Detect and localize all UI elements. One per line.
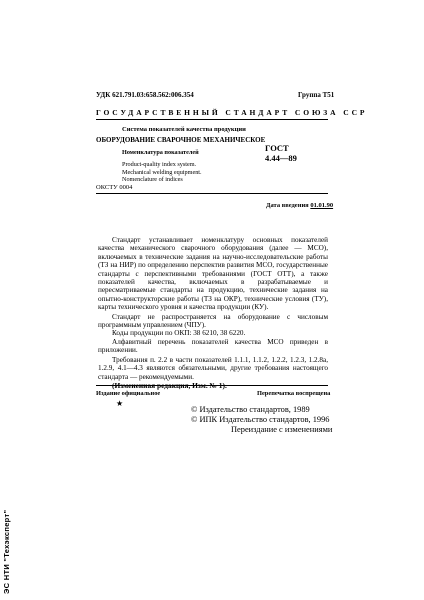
gost-label: ГОСТ [265, 143, 289, 153]
english-line: Mechanical welding equipment. [122, 168, 202, 176]
paragraph: Алфавитный перечень показателей качества МСО приведен в приложении. [98, 337, 328, 355]
copyright-1996: © ИПК Издательство стандартов, 1996 [191, 415, 330, 424]
effective-date-label: Дата введения [266, 202, 309, 209]
copyright-1989: © Издательство стандартов, 1989 [191, 405, 310, 414]
header-divider [96, 119, 328, 120]
state-standard-banner: ГОСУДАРСТВЕННЫЙ СТАНДАРТ СОЮЗА ССР [96, 108, 368, 117]
paragraph: Стандарт не распространяется на оборудование с числовым программным управлением (ЧПУ). [98, 312, 328, 330]
paragraph: Коды продукции по ОКП: 38 6210, 38 6220. [112, 329, 246, 338]
effective-date [266, 202, 333, 209]
star-icon: ★ [116, 399, 124, 408]
reissue-note: Переиздание с изменениями [231, 425, 333, 434]
paragraph: Требования п. 2.2 в части показателей 1.1.1, 1.1.2, 1.2.2, 1.2.3, 1.2.8а, 1.2.9, 4.1—4.3 являются обязательными, другие требования настоящего стандарта — рекомендуемыми. [98, 355, 328, 381]
udk-code: УДК 621.791.03:658.562:006.354 [96, 91, 194, 99]
title-divider [96, 193, 328, 194]
intro-text [98, 236, 328, 390]
gost-number: 4.44—89 [265, 153, 297, 163]
official-edition: Издание официальное [96, 390, 161, 397]
english-title [122, 161, 202, 184]
footer-divider [96, 385, 328, 386]
group-code: Группа Т51 [298, 91, 335, 99]
amendment-note: (Измененная редакция, Изм. № 1). [112, 380, 227, 390]
english-line: Nomenclature of indices [122, 176, 183, 183]
subtitle: Номенклатура показателей [122, 149, 199, 156]
system-line: Система показателей качества продукции [122, 126, 246, 133]
reprint-prohibited: Перепечатка воспрещена [257, 390, 331, 397]
okstu-code: ОКСТУ 0004 [96, 184, 133, 191]
english-line: Product-quality index system. [122, 161, 197, 168]
standard-title: ОБОРУДОВАНИЕ СВАРОЧНОЕ МЕХАНИЧЕСКОЕ [96, 136, 266, 144]
paragraph: Стандарт устанавливает номенклатуру основных показателей качества механического сварочного оборудования (далее — МСО), включаемых в технические задания на научно-исследовательские работы (ТЗ на НИР) по определению перспектив развития МСО, государственные стандарты с перспективными требованиями (ГОСТ ОТТ), а также показателей качества, включаемых в разрабатываемые и пересматриваемые стандарты на продукцию, технические задания на опытно-конструкторские работы (ТЗ на ОКР), технические условия (ТУ), карты технического уровня и качества продукции (КУ). [98, 236, 328, 312]
effective-date-value: 01.01.90 [310, 202, 334, 209]
side-watermark: ЭС НТИ "Техэксперт" [2, 509, 11, 594]
